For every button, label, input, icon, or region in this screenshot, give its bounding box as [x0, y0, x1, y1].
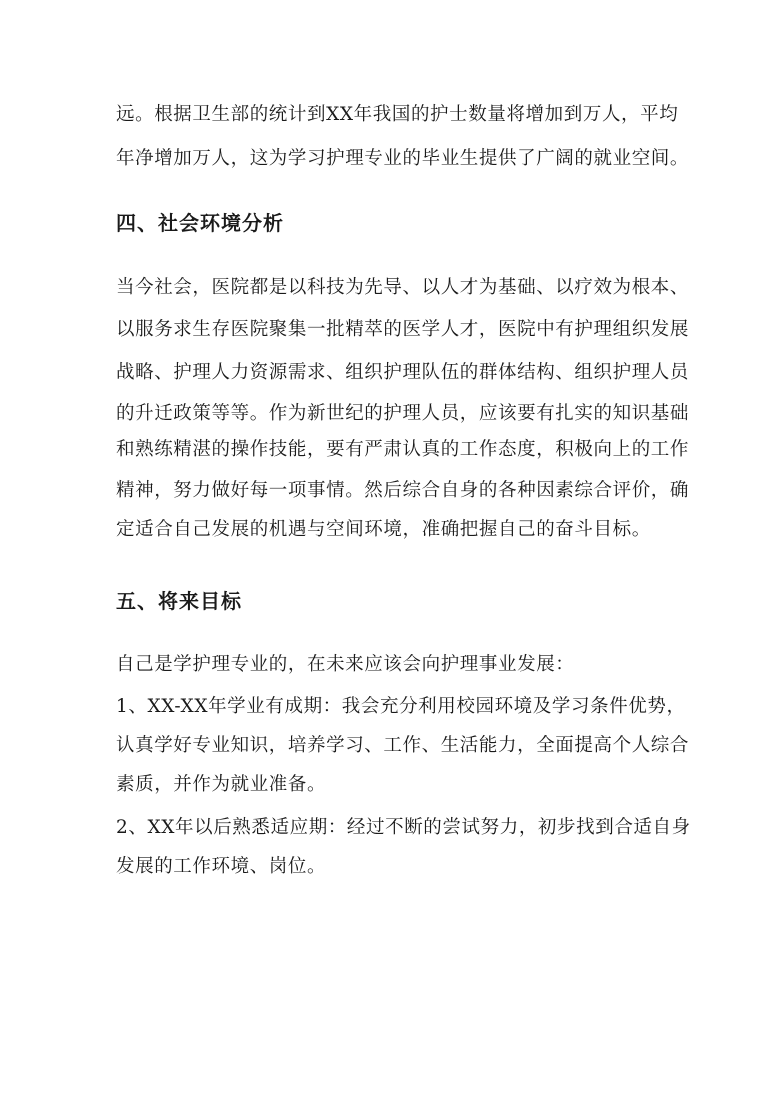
list-item: 1、XX-XX年学业有成期：我会充分利用校园环境及学习条件优势，	[116, 696, 686, 717]
paragraph-line: 素质，并作为就业准备。	[116, 774, 327, 795]
paragraph-line: 年净增加万人，这为学习护理专业的毕业生提供了广阔的就业空间。	[116, 148, 690, 169]
section-heading-social-environment: 四、社会环境分析	[116, 211, 284, 235]
paragraph-line: 以服务求生存医院聚集一批精萃的医学人才，医院中有护理组织发展	[116, 319, 690, 340]
paragraph-line: 当今社会，医院都是以科技为先导、以人才为基础、以疗效为根本、	[116, 277, 690, 298]
list-item: 2、XX年以后熟悉适应期：经过不断的尝试努力，初步找到合适自身	[116, 817, 691, 838]
paragraph-line: 发展的工作环境、岗位。	[116, 856, 327, 877]
paragraph-line: 的升迁政策等等。作为新世纪的护理人员，应该要有扎实的知识基础	[116, 403, 690, 424]
paragraph-line: 定适合自己发展的机遇与空间环境，准确把握自己的奋斗目标。	[116, 519, 651, 540]
paragraph-line: 精神，努力做好每一项事情。然后综合自身的各种因素综合评价，确	[116, 480, 690, 501]
paragraph-line: 自己是学护理专业的，在未来应该会向护理事业发展：	[116, 654, 575, 675]
paragraph-line: 和熟练精湛的操作技能，要有严肃认真的工作态度，积极向上的工作	[116, 439, 690, 460]
paragraph-line: 战略、护理人力资源需求、组织护理队伍的群体结构、组织护理人员	[116, 362, 690, 383]
paragraph-line: 认真学好专业知识，培养学习、工作、生活能力，全面提高个人综合	[116, 735, 690, 756]
section-heading-future-goals: 五、将来目标	[116, 589, 242, 613]
paragraph-line: 远。根据卫生部的统计到XX年我国的护士数量将增加到万人，平均	[116, 104, 679, 125]
